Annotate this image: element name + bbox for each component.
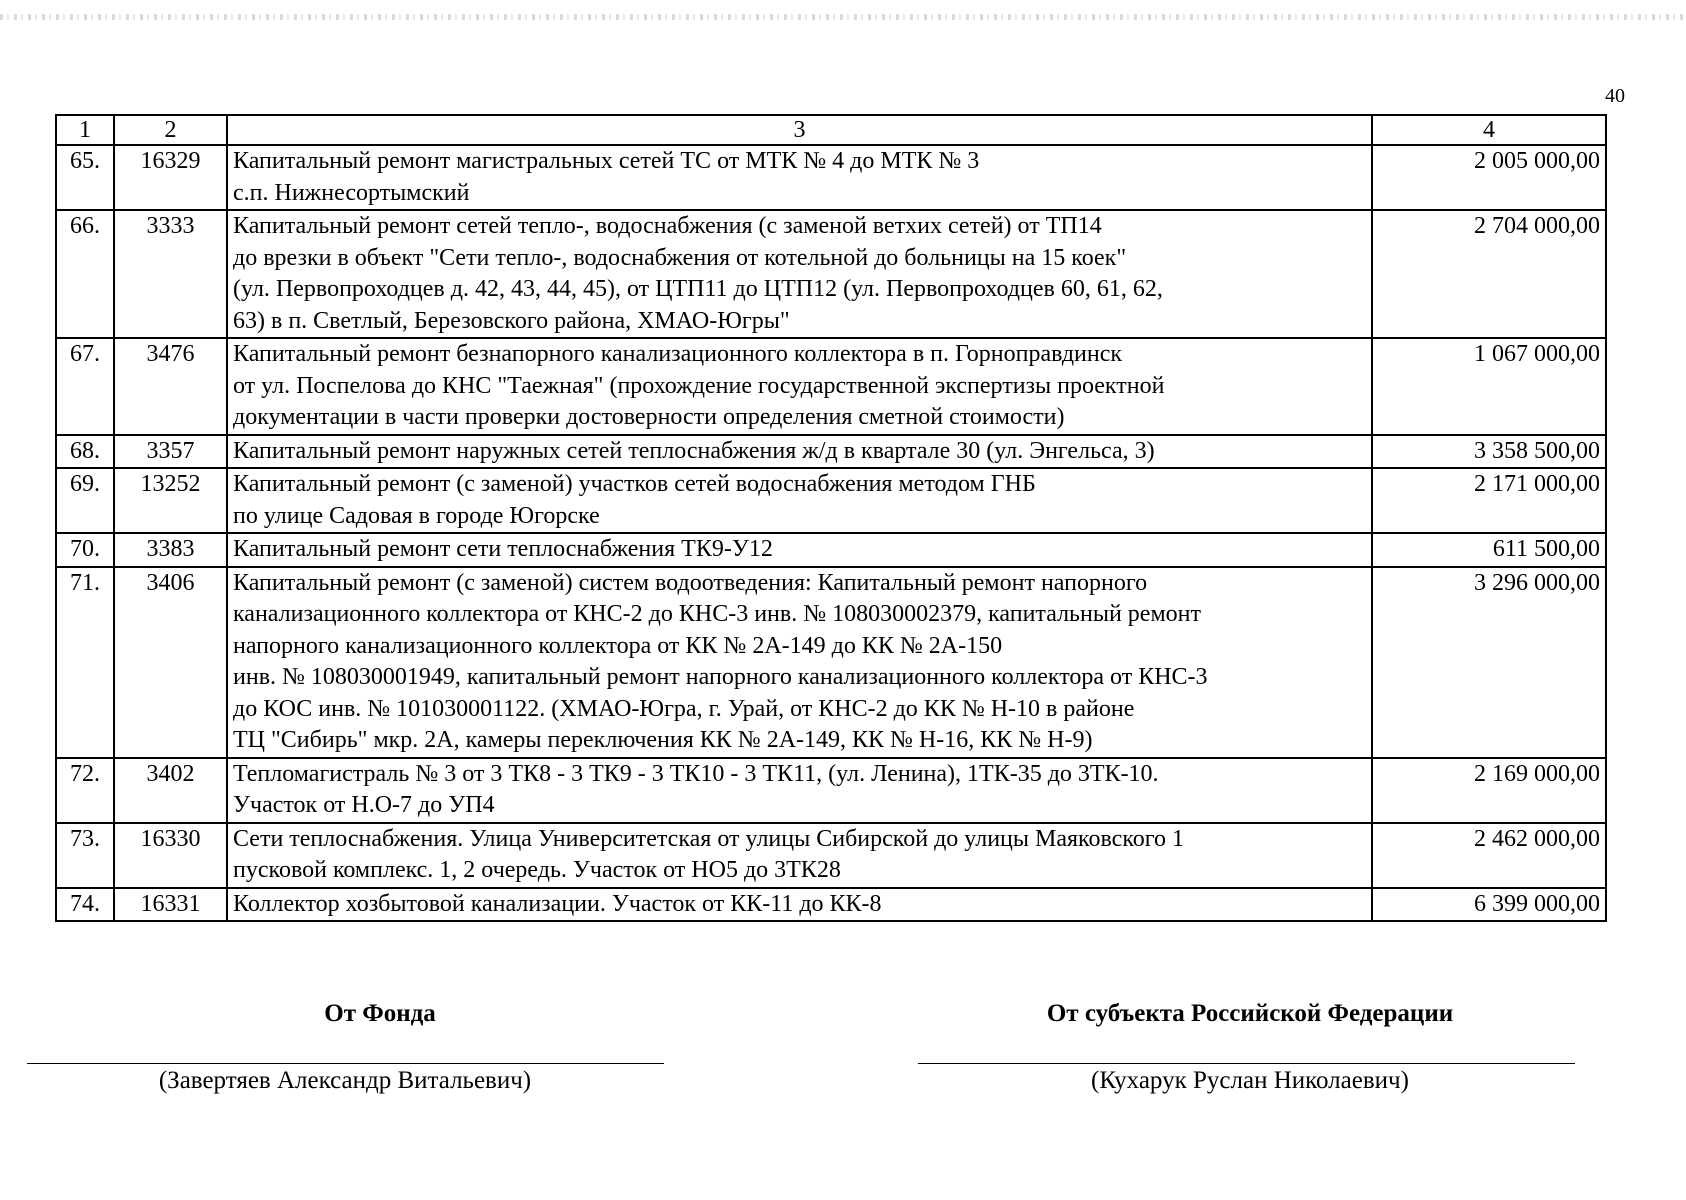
amount: 2 704 000,00	[1372, 210, 1606, 338]
object-code: 16329	[114, 145, 227, 210]
right-signature-line	[918, 1063, 1575, 1064]
right-signatory-title: От субъекта Российской Федерации	[1046, 1000, 1454, 1027]
row-number: 65.	[56, 145, 114, 210]
amount: 2 169 000,00	[1372, 758, 1606, 823]
description-line: пусковой комплекс. 1, 2 очередь. Участок от НО5 до 3ТК28	[233, 857, 841, 883]
description-line: канализационного коллектора от КНС-2 до КНС-3 инв. № 108030002379, капитальный ремонт	[233, 601, 1201, 627]
amount: 3 358 500,00	[1372, 435, 1606, 469]
amount: 3 296 000,00	[1372, 567, 1606, 758]
description-line: Капитальный ремонт сетей тепло-, водоснабжения (с заменой ветхих сетей) от ТП14	[233, 213, 1102, 239]
object-code: 16330	[114, 823, 227, 888]
amount: 1 067 000,00	[1372, 338, 1606, 435]
row-number: 70.	[56, 533, 114, 567]
header-col-3: 3	[227, 115, 1372, 145]
left-signatory-title: От Фонда	[324, 1000, 436, 1027]
object-code: 3476	[114, 338, 227, 435]
header-col-2: 2	[114, 115, 227, 145]
object-code: 3402	[114, 758, 227, 823]
row-number: 71.	[56, 567, 114, 758]
row-number: 67.	[56, 338, 114, 435]
row-number: 72.	[56, 758, 114, 823]
description-line: 63) в п. Светлый, Березовского района, ХМАО-Югры"	[233, 307, 790, 334]
page-number: 40	[1605, 85, 1625, 107]
row-number: 74.	[56, 888, 114, 922]
amount: 2 462 000,00	[1372, 823, 1606, 888]
description-line: Капитальный ремонт (с заменой) участков сетей водоснабжения методом ГНБ	[233, 471, 1036, 497]
object-code: 3357	[114, 435, 227, 469]
description-line: Капитальный ремонт наружных сетей теплоснабжения ж/д в квартале 30 (ул. Энгельса, 3)	[233, 437, 1155, 464]
left-signature-line	[27, 1063, 664, 1064]
object-code: 13252	[114, 468, 227, 533]
row-number: 66.	[56, 210, 114, 338]
row-number: 68.	[56, 435, 114, 469]
description-line: с.п. Нижнесортымский	[233, 179, 470, 206]
description-line: Капитальный ремонт сети теплоснабжения ТК9-У12	[233, 536, 773, 562]
description-line: Тепломагистраль № 3 от 3 ТК8 - 3 ТК9 - 3 ТК10 - 3 ТК11, (ул. Ленина), 1ТК-35 до 3ТК-10.	[233, 760, 1159, 787]
object-code: 3333	[114, 210, 227, 338]
amount: 6 399 000,00	[1372, 888, 1606, 922]
description-line: Капитальный ремонт (с заменой) систем водоотведения: Капитальный ремонт напорного	[233, 569, 1148, 596]
left-signatory-name: (Завертяев Александр Витальевич)	[158, 1067, 532, 1094]
right-signatory-name: (Кухарук Руслан Николаевич)	[1091, 1067, 1409, 1094]
description-line: до врезки в объект "Сети тепло-, водоснабжения от котельной до больницы на 15 коек"	[233, 244, 1127, 271]
header-col-4: 4	[1372, 115, 1606, 145]
row-number: 69.	[56, 468, 114, 533]
description-line: Капитальный ремонт безнапорного канализационного коллектора в п. Горноправдинск	[233, 341, 1123, 367]
row-number: 73.	[56, 823, 114, 888]
description-line: от ул. Поспелова до КНС "Таежная" (прохождение государственной экспертизы проектной	[233, 372, 1165, 399]
description-line: документации в части проверки достоверности определения сметной стоимости)	[233, 404, 1065, 430]
amount: 611 500,00	[1372, 533, 1606, 567]
object-code: 3406	[114, 567, 227, 758]
description-line: напорного канализационного коллектора от КК № 2А-149 до КК № 2А-150	[233, 632, 1003, 659]
amount: 2 005 000,00	[1372, 145, 1606, 210]
description-line: Сети теплоснабжения. Улица Университетская от улицы Сибирской до улицы Маяковского 1	[233, 825, 1185, 852]
amount: 2 171 000,00	[1372, 468, 1606, 533]
description-line: (ул. Первопроходцев д. 42, 43, 44, 45), от ЦТП11 до ЦТП12 (ул. Первопроходцев 60, 61, 62,	[233, 276, 1163, 302]
object-code: 3383	[114, 533, 227, 567]
description-line: ТЦ "Сибирь" мкр. 2А, камеры переключения КК № 2А-149, КК № Н-16, КК № Н-9)	[233, 727, 1093, 753]
description-line: инв. № 108030001949, капитальный ремонт напорного канализационного коллектора от КНС-3	[233, 664, 1208, 690]
description-line: до КОС инв. № 101030001122. (ХМАО-Югра, г. Урай, от КНС-2 до КК № Н-10 в районе	[233, 695, 1135, 722]
description-line: Капитальный ремонт магистральных сетей ТС от МТК № 4 до МТК № 3	[233, 148, 980, 174]
description-line: по улице Садовая в городе Югорске	[233, 502, 600, 529]
description-line: Участок от Н.О-7 до УП4	[233, 792, 495, 818]
description-line: Коллектор хозбытовой канализации. Участок от КК-11 до КК-8	[233, 890, 882, 917]
header-col-1: 1	[56, 115, 114, 145]
object-code: 16331	[114, 888, 227, 922]
